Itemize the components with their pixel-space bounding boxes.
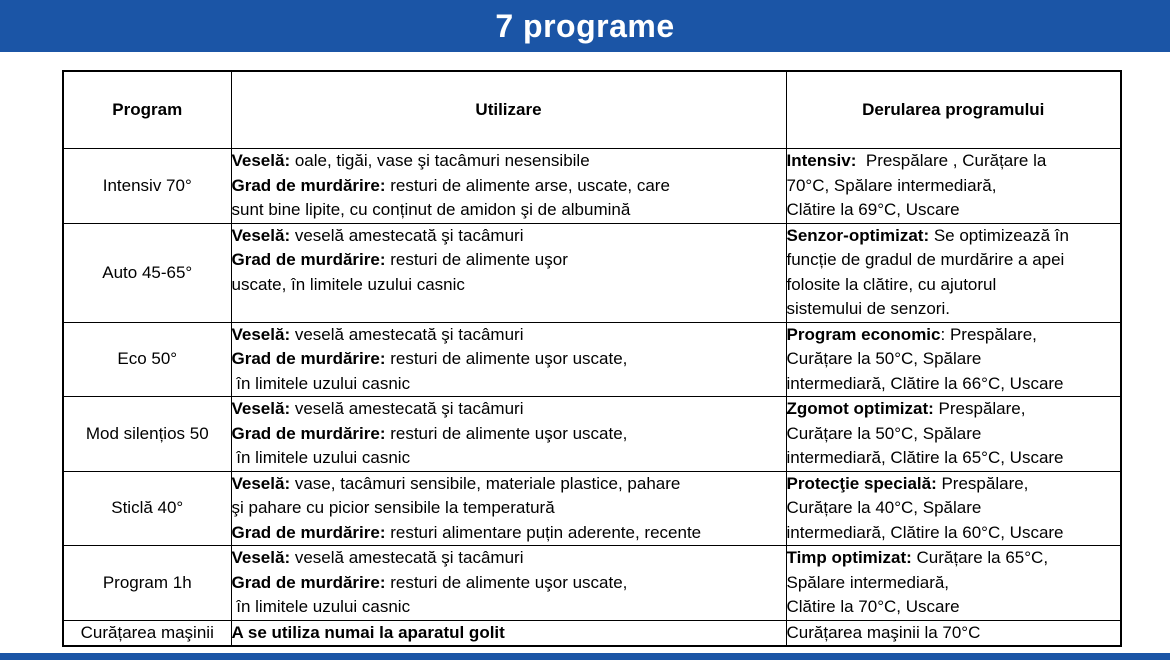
text-line — [787, 446, 1121, 471]
text-segment: în limitele uzului casnic — [231, 373, 411, 393]
flow-cell — [786, 471, 1121, 546]
title-banner — [0, 0, 1170, 52]
text-line — [232, 248, 786, 273]
text-segment: oale, tigăi, vase şi tacâmuri nesensibile — [290, 151, 590, 170]
text-line — [787, 621, 1121, 646]
text-segment: veselă amestecată şi tacâmuri — [290, 324, 524, 344]
flow-cell — [786, 397, 1121, 472]
program-cell: Mod silențios 50 — [63, 397, 231, 472]
text-line — [787, 571, 1121, 596]
text-line — [232, 397, 786, 422]
text-segment: Prespălare , Curățare la — [856, 151, 1047, 170]
text-segment: : Prespălare, — [940, 324, 1037, 344]
programs-table — [62, 70, 1122, 647]
table-row — [63, 397, 1121, 472]
bold-text-segment: A se utiliza numai la aparatul golit — [231, 622, 505, 642]
program-cell: Sticlă 40° — [63, 471, 231, 546]
text-segment: uscate, în limitele uzului casnic — [231, 274, 465, 294]
text-line — [232, 323, 786, 348]
text-line — [232, 149, 786, 174]
text-segment: resturi de alimente uşor uscate, — [385, 349, 628, 368]
text-segment: resturi de alimente uşor — [385, 250, 568, 269]
usage-cell — [231, 397, 786, 472]
flow-cell — [786, 322, 1121, 397]
text-line — [232, 372, 786, 397]
text-segment: Prespălare, — [936, 473, 1029, 493]
text-segment: sunt bine lipite, cu conținut de amidon şi de albumină — [231, 200, 631, 219]
bold-text-segment: Veselă: — [231, 399, 291, 418]
text-segment: folosite la clătire, cu ajutorul — [786, 274, 997, 294]
text-segment: intermediară, Clătire la 60°C, Uscare — [786, 522, 1064, 542]
text-line — [232, 546, 786, 571]
header-row — [63, 71, 1121, 149]
text-segment: Spălare intermediară, — [786, 572, 950, 592]
text-segment: intermediară, Clătire la 66°C, Uscare — [786, 373, 1064, 393]
bold-text-segment: Zgomot optimizat: — [786, 399, 934, 418]
bold-text-segment: Protecţie specială: — [786, 473, 937, 493]
text-segment: şi pahare cu picior sensibile la temperatură — [231, 498, 555, 517]
text-line — [232, 224, 786, 249]
text-line — [787, 273, 1121, 298]
bold-text-segment: Intensiv: — [786, 151, 857, 170]
text-segment: veselă amestecată şi tacâmuri — [290, 225, 524, 245]
program-cell: Intensiv 70° — [63, 149, 231, 224]
bold-text-segment: Veselă: — [231, 225, 291, 245]
text-segment: resturi de alimente uşor uscate, — [385, 423, 628, 443]
bold-text-segment: Program economic — [786, 324, 941, 344]
usage-cell — [231, 223, 786, 322]
bottom-bar — [0, 653, 1170, 660]
bold-text-segment: Grad de murdărire: — [231, 522, 386, 542]
flow-cell — [786, 149, 1121, 224]
text-segment: în limitele uzului casnic — [231, 448, 411, 467]
text-line — [232, 595, 786, 620]
text-line — [232, 347, 786, 372]
text-line — [787, 149, 1121, 174]
text-line — [787, 248, 1121, 273]
flow-cell — [786, 546, 1121, 621]
text-line — [787, 472, 1121, 497]
text-segment: Curățare la 40°C, Spălare — [786, 498, 982, 517]
table-row — [63, 620, 1121, 646]
text-line — [232, 472, 786, 497]
bold-text-segment: Veselă: — [231, 473, 291, 493]
text-segment: Curățare la 50°C, Spălare — [786, 349, 982, 368]
text-segment: Curățarea maşinii la 70°C — [786, 622, 981, 642]
program-cell: Eco 50° — [63, 322, 231, 397]
text-line — [787, 297, 1121, 322]
program-cell: Curățarea maşinii — [63, 620, 231, 646]
bold-text-segment: Veselă: — [231, 548, 291, 567]
text-line — [787, 224, 1121, 249]
text-line — [232, 496, 786, 521]
text-segment: sistemului de senzori. — [786, 299, 950, 318]
flow-cell — [786, 223, 1121, 322]
text-line — [787, 521, 1121, 546]
text-segment: 70°C, Spălare intermediară, — [786, 175, 997, 195]
text-segment: veselă amestecată şi tacâmuri — [290, 399, 524, 418]
bold-text-segment: Timp optimizat: — [786, 548, 912, 567]
text-segment: resturi alimentare puțin aderente, recente — [385, 522, 702, 542]
text-line — [787, 323, 1121, 348]
text-segment: resturi de alimente arse, uscate, care — [385, 175, 670, 195]
text-line — [232, 273, 786, 298]
usage-cell — [231, 620, 786, 646]
table-row — [63, 322, 1121, 397]
bold-text-segment: Grad de murdărire: — [231, 572, 386, 592]
text-segment: vase, tacâmuri sensibile, materiale plastice, pahare — [290, 473, 681, 493]
page-title: 7 programe — [495, 7, 675, 44]
bold-text-segment: Grad de murdărire: — [231, 175, 386, 195]
text-line — [787, 496, 1121, 521]
col-header-program: Program — [63, 71, 231, 149]
bold-text-segment: Senzor-optimizat: — [786, 225, 930, 245]
bold-text-segment: Veselă: — [231, 324, 291, 344]
usage-cell — [231, 471, 786, 546]
usage-cell — [231, 149, 786, 224]
program-cell: Auto 45-65° — [63, 223, 231, 322]
text-segment: în limitele uzului casnic — [231, 597, 411, 616]
usage-cell — [231, 322, 786, 397]
flow-cell — [786, 620, 1121, 646]
text-segment: Se optimizează în — [929, 225, 1069, 245]
text-line — [787, 422, 1121, 447]
text-line — [232, 446, 786, 471]
text-segment: Curățare la 65°C, — [911, 548, 1049, 567]
bold-text-segment: Veselă: — [231, 151, 291, 170]
program-cell: Program 1h — [63, 546, 231, 621]
text-line — [232, 521, 786, 546]
text-line — [232, 571, 786, 596]
text-segment: Clătire la 70°C, Uscare — [786, 597, 960, 616]
col-header-usage: Utilizare — [231, 71, 786, 149]
text-line — [232, 621, 786, 646]
text-line — [787, 397, 1121, 422]
programs-table-body — [63, 149, 1121, 647]
table-row — [63, 223, 1121, 322]
text-segment: intermediară, Clătire la 65°C, Uscare — [786, 448, 1064, 467]
text-line — [232, 422, 786, 447]
text-segment: Curățare la 50°C, Spălare — [786, 423, 982, 443]
bold-text-segment: Grad de murdărire: — [231, 423, 386, 443]
table-row — [63, 149, 1121, 224]
text-segment: veselă amestecată şi tacâmuri — [290, 548, 524, 567]
text-line — [787, 347, 1121, 372]
bold-text-segment: Grad de murdărire: — [231, 349, 386, 368]
text-segment: resturi de alimente uşor uscate, — [385, 572, 628, 592]
usage-cell — [231, 546, 786, 621]
text-line — [787, 174, 1121, 199]
col-header-flow: Derularea programului — [786, 71, 1121, 149]
text-line — [787, 372, 1121, 397]
text-line — [787, 198, 1121, 223]
text-line — [232, 174, 786, 199]
table-row — [63, 546, 1121, 621]
text-segment: Clătire la 69°C, Uscare — [786, 200, 960, 219]
text-segment: Prespălare, — [933, 399, 1026, 418]
text-line — [232, 198, 786, 223]
text-line — [787, 595, 1121, 620]
text-segment: funcție de gradul de murdărire a apei — [786, 250, 1065, 269]
text-line — [787, 546, 1121, 571]
table-row — [63, 471, 1121, 546]
bold-text-segment: Grad de murdărire: — [231, 250, 386, 269]
